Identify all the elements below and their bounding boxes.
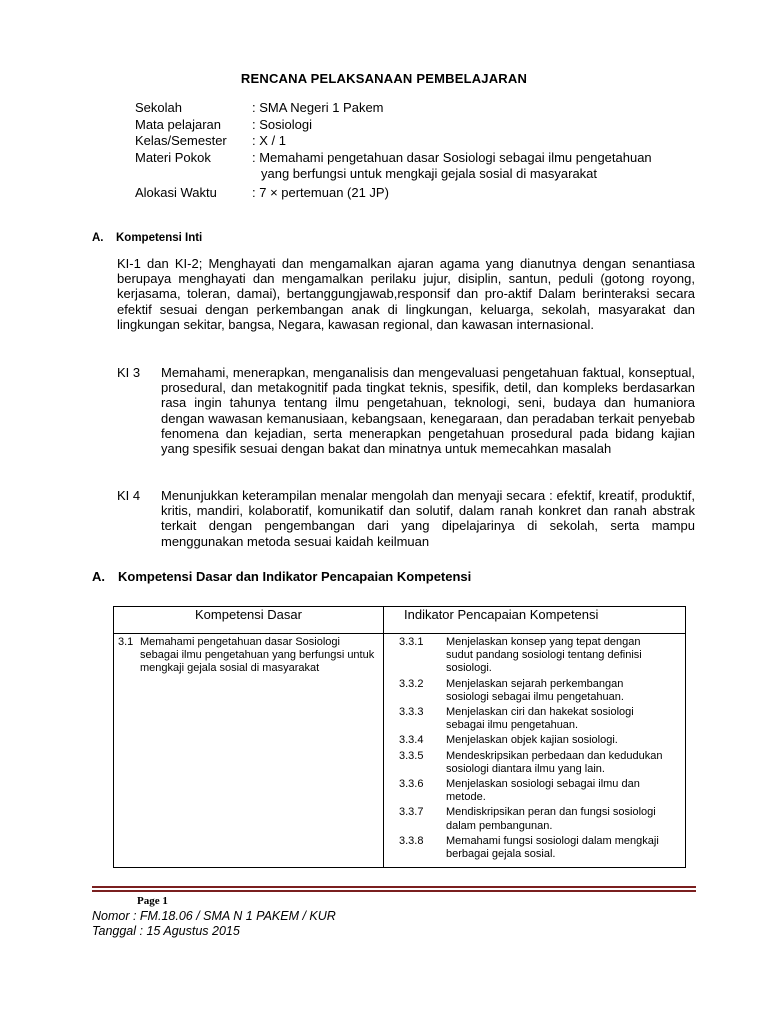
footer-tanggal: Tanggal : 15 Agustus 2015 bbox=[92, 924, 240, 938]
info-value: : Sosiologi bbox=[252, 116, 312, 132]
info-value: : Memahami pengetahuan dasar Sosiologi sebagai ilmu pengetahuan bbox=[252, 149, 652, 165]
indicator-number: 3.3.2 bbox=[399, 677, 424, 690]
info-label: Alokasi Waktu bbox=[135, 184, 217, 200]
info-row-kelas-semester bbox=[135, 133, 735, 150]
indicator-item bbox=[388, 706, 681, 732]
indicator-number: 3.3.7 bbox=[399, 806, 424, 819]
indicator-number: 3.3.6 bbox=[399, 778, 424, 791]
indicator-number: 3.3.8 bbox=[399, 834, 424, 847]
table-header-row bbox=[114, 607, 686, 634]
header-kompetensi-dasar: Kompetensi Dasar bbox=[114, 607, 384, 634]
section-letter: A. bbox=[92, 232, 104, 244]
competency-table bbox=[113, 606, 686, 868]
section-title: Kompetensi Dasar dan Indikator Pencapaian Kompetensi bbox=[118, 569, 472, 584]
header-indikator: Indikator Pencapaian Kompetensi bbox=[384, 607, 686, 634]
indicator-text: Menjelaskan konsep yang tepat dengan sudut pandang sosiologi tentang definisi sosiologi. bbox=[446, 636, 642, 675]
ki-text: Memahami, menerapkan, menganalisis dan mengevaluasi pengetahuan faktual, konseptual, prosedural, dan metakognitif pada tingkat teknis, spesifik, detil, dan kompleks berdasarkan rasa ingin tahunya tentang ilmu pengetahuan, teknologi, seni, budaya dan humaniora dengan wawasan kemanusiaan, kebangsaan, kenegaraan, dan peradaban terkait penyebab fenomena dan kejadian, serta menerapkan pengetahuan prosedural pada bidang kajian yang spesifik sesuai dengan bakat dan minatnya untuk memecahkan masalah bbox=[161, 365, 695, 457]
ki-code: KI 4 bbox=[117, 488, 141, 503]
info-row-mata-pelajaran bbox=[135, 117, 735, 134]
info-row-sekolah bbox=[135, 100, 735, 117]
indicator-number: 3.3.4 bbox=[399, 734, 424, 747]
ki-3-block bbox=[117, 365, 695, 456]
page-number: Page 1 bbox=[137, 895, 168, 907]
kd-number: 3.1 bbox=[118, 636, 134, 648]
info-label: Materi Pokok bbox=[135, 149, 211, 165]
indicator-item bbox=[388, 734, 681, 747]
indicator-item bbox=[388, 835, 681, 861]
section-heading-kompetensi-inti bbox=[92, 232, 202, 244]
indicator-number: 3.3.3 bbox=[399, 706, 424, 719]
ki-4-block bbox=[117, 488, 695, 549]
indicator-text: Menjelaskan ciri dan hakekat sosiologi sebagai ilmu pengetahuan. bbox=[446, 706, 634, 732]
info-label: Kelas/Semester bbox=[135, 133, 227, 148]
indicator-cell bbox=[384, 634, 686, 868]
indicator-item bbox=[388, 778, 681, 804]
kd-cell bbox=[114, 634, 384, 868]
info-value-continuation: yang berfungsi untuk mengkaji gejala sosial di masyarakat bbox=[261, 166, 598, 181]
info-label: Mata pelajaran bbox=[135, 116, 221, 132]
section-heading-kompetensi-dasar bbox=[92, 569, 471, 584]
indicator-text: Memahami fungsi sosiologi dalam mengkaji berbagai gejala sosial. bbox=[446, 834, 659, 861]
ki-1-2-paragraph: KI-1 dan KI-2; Menghayati dan mengamalkan ajaran agama yang dianutnya dengan senantiasa berupaya menghayati dan mengamalkan perilaku jujur, disiplin, santun, peduli (gotong royong, kerjasama, toleran, damai), bertanggungjawab,responsif dan pro-aktif Dalam berinteraksi secara efektif sesuai dengan perkembangan anak di lingkungan, keluarga, sekolah, masyarakat dan lingkungan sekitar, bangsa, Negara, kawasan regional, dan kawasan internasional. bbox=[117, 256, 695, 332]
kd-item bbox=[118, 636, 379, 676]
footer-rule-top bbox=[92, 886, 696, 888]
identity-block bbox=[135, 100, 735, 201]
footer-rule-bottom bbox=[92, 890, 696, 892]
table-row bbox=[114, 634, 686, 868]
info-value: : X / 1 bbox=[252, 133, 286, 148]
indicator-text: Menjelaskan objek kajian sosiologi. bbox=[446, 734, 618, 747]
indicator-item bbox=[388, 636, 681, 676]
info-row-materi-pokok-cont bbox=[135, 166, 735, 183]
indicator-text: Menjelaskan sosiologi sebagai ilmu dan metode. bbox=[446, 778, 640, 804]
kd-text: Memahami pengetahuan dasar Sosiologi sebagai ilmu pengetahuan yang berfungsi untuk mengkaji gejala sosial di masyarakat bbox=[140, 636, 375, 675]
indicator-text: Mendeskripsikan perbedaan dan kedudukan sosiologi diantara ilmu yang lain. bbox=[446, 749, 663, 775]
ki-code: KI 3 bbox=[117, 365, 141, 380]
indicator-text: Menjelaskan sejarah perkembangan sosiologi sebagai ilmu pengetahuan. bbox=[446, 677, 624, 703]
section-title: Kompetensi Inti bbox=[116, 232, 203, 244]
info-label: Sekolah bbox=[135, 100, 182, 115]
info-value: : 7 × pertemuan (21 JP) bbox=[252, 184, 389, 200]
document-title: RENCANA PELAKSANAAN PEMBELAJARAN bbox=[240, 71, 528, 86]
info-row-alokasi-waktu bbox=[135, 185, 735, 202]
indicator-item bbox=[388, 750, 681, 776]
indicator-item bbox=[388, 806, 681, 832]
section-letter: A. bbox=[92, 569, 105, 584]
info-row-materi-pokok bbox=[135, 150, 735, 167]
indicator-number: 3.3.1 bbox=[399, 636, 424, 648]
indicator-text: Mendiskripsikan peran dan fungsi sosiologi dalam pembangunan. bbox=[446, 806, 656, 832]
ki-text: Menunjukkan keterampilan menalar mengolah dan menyaji secara : efektif, kreatif, produktif, kritis, mandiri, kolaboratif, komunikatif dan solutif, dalam ranah konkret dan ranah abstrak terkait dengan pengembangan dari yang dipelajarinya di sekolah, serta mampu menggunakan metoda sesuai kaidah keilmuan bbox=[161, 488, 695, 549]
indicator-item bbox=[388, 678, 681, 704]
footer-nomor: Nomor : FM.18.06 / SMA N 1 PAKEM / KUR bbox=[92, 909, 336, 923]
info-value: : SMA Negeri 1 Pakem bbox=[252, 100, 384, 115]
indicator-number: 3.3.5 bbox=[399, 749, 424, 762]
